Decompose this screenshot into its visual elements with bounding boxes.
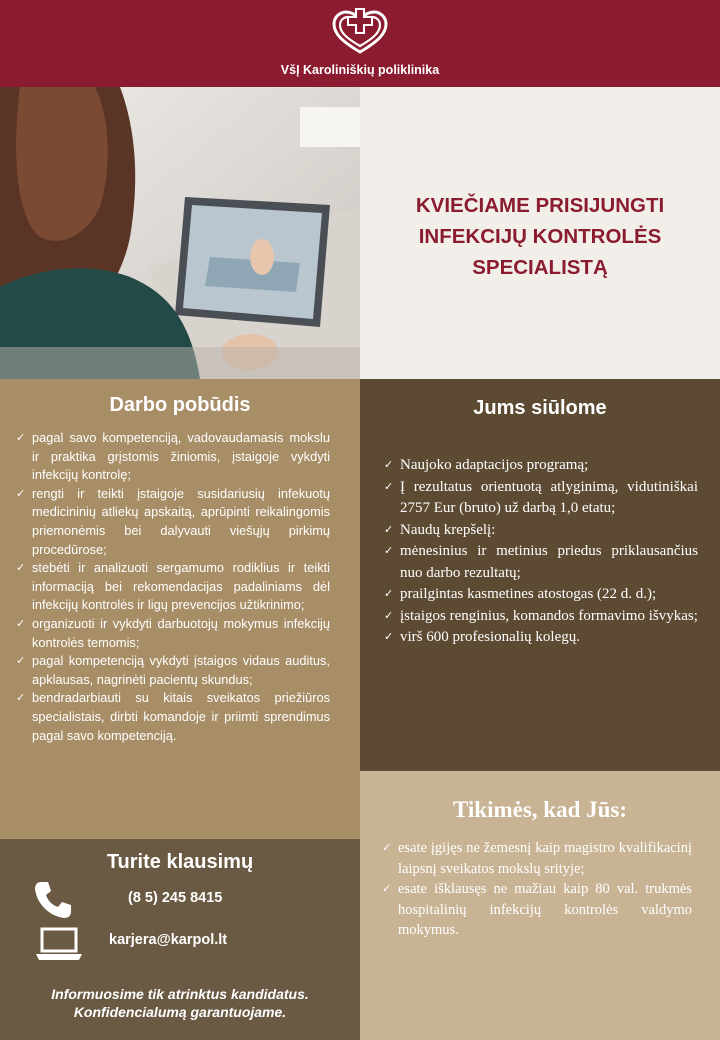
- list-item-text: pagal savo kompetenciją, vadovaudamasis mokslu ir praktika grįstomis žiniomis, įstaigoje vykdyti infekcijų kontrolę;: [32, 430, 330, 483]
- footer-note-line: Informuosime tik atrinktus kandidatus.: [51, 986, 309, 1002]
- list-item: [16, 559, 330, 615]
- headline-line: SPECIALISTĄ: [472, 256, 608, 279]
- duties-list: [16, 429, 330, 745]
- check-icon: ✓: [384, 631, 394, 643]
- check-icon: ✓: [16, 432, 26, 444]
- phone-icon: [33, 880, 73, 920]
- list-item-text: Naujoko adaptacijos programą;: [400, 457, 589, 473]
- check-icon: ✓: [384, 609, 394, 622]
- check-icon: ✓: [16, 487, 26, 500]
- list-item-text: virš 600 profesionalių kolegų.: [400, 629, 580, 645]
- org-name: VšĮ Karoliniškių poliklinika: [280, 63, 440, 77]
- list-item: [384, 627, 698, 649]
- list-item-text: įstaigos renginius, komandos formavimo išvykas;: [400, 607, 698, 624]
- list-item: [384, 541, 698, 584]
- contact-title: Turite klausimų: [106, 851, 254, 873]
- check-icon: ✓: [384, 545, 394, 557]
- list-item: [384, 606, 698, 628]
- headline-line: KVIEČIAME PRISIJUNGTI: [415, 194, 665, 217]
- offer-title: Jums siūlome: [473, 397, 607, 419]
- expect-list: [382, 838, 692, 941]
- list-item-text: esate įgijęs ne žemesnį kaip magistro kvalifikacinį laipsnį sveikatos mokslų srityje;: [398, 840, 692, 877]
- list-item: [384, 584, 698, 606]
- check-icon: ✓: [382, 842, 392, 854]
- list-item-text: Naudų krepšelį:: [400, 521, 496, 538]
- list-item-text: bendradarbiauti su kitais sveikatos priežiūros specialistais, dirbti komandoje ir priimti sprendimus pagal savo kompetenciją.: [32, 690, 330, 743]
- email-link[interactable]: karjera@karpol.lt: [109, 932, 228, 948]
- phone-number[interactable]: (8 5) 245 8415: [128, 890, 223, 906]
- footer-note-line: Konfidencialumą garantuojame.: [73, 1004, 287, 1020]
- headline: [360, 190, 720, 283]
- check-icon: ✓: [384, 459, 394, 471]
- list-item: [16, 615, 330, 652]
- list-item-text: stebėti ir analizuoti sergamumo rodiklius ir teikti informaciją bei rekomendacijas padaliniams dėl infekcijų kontrolės ir ligų prevencijos užtikrinimo;: [32, 560, 330, 613]
- list-item-text: prailgintas kasmetines atostogas (22 d. d.);: [400, 586, 657, 602]
- list-item-text: organizuoti ir vykdyti darbuotojų mokymus infekcijų kontrolės temomis;: [32, 615, 330, 650]
- check-icon: ✓: [382, 883, 392, 896]
- offer-list: [384, 455, 698, 649]
- expect-title: Tikimės, kad Jūs:: [452, 797, 628, 822]
- list-item: [16, 652, 330, 689]
- list-item-text: esate išklausęs ne mažiau kaip 80 val. trukmės hospitalinių infekcijų kontrolės valdymo mokymus.: [398, 881, 692, 939]
- list-item: [382, 838, 692, 879]
- list-item: [384, 477, 698, 520]
- list-item-text: pagal kompetenciją vykdyti įstaigos vidaus auditus, apklausas, nagrinėti pacientų skundus;: [32, 653, 330, 687]
- list-item-text: Į rezultatus orientuotą atlyginimą, vidutiniškai 2757 Eur (bruto) už darbą 1,0 etatu;: [400, 478, 698, 516]
- list-item: [382, 879, 692, 941]
- heart-cross-logo-icon: [331, 8, 389, 54]
- check-icon: ✓: [384, 523, 394, 536]
- woman-with-tablet-photo: [0, 87, 360, 379]
- list-item: [384, 455, 698, 477]
- check-icon: ✓: [16, 562, 26, 575]
- duties-title: Darbo pobūdis: [109, 394, 251, 416]
- check-icon: ✓: [384, 588, 394, 600]
- headline-line: INFEKCIJŲ KONTROLĖS: [418, 225, 662, 248]
- list-item: [384, 520, 698, 542]
- laptop-icon: [36, 927, 82, 961]
- check-icon: ✓: [384, 480, 394, 493]
- list-item-text: mėnesinius ir metinius priedus priklausančius nuo darbo rezultatų;: [400, 543, 698, 581]
- list-item: [16, 485, 330, 559]
- check-icon: ✓: [16, 617, 26, 630]
- list-item: [16, 429, 330, 485]
- list-item-text: rengti ir teikti įstaigoje susidariusių infekuotų medicininių atliekų apskaitą, aprūpinti reikalingomis priemonėmis bei dalyvauti viešųjų pirkimų procedūrose;: [32, 485, 330, 557]
- check-icon: ✓: [16, 692, 26, 705]
- list-item: [16, 689, 330, 745]
- check-icon: ✓: [16, 655, 26, 668]
- footer-note: [0, 985, 360, 1021]
